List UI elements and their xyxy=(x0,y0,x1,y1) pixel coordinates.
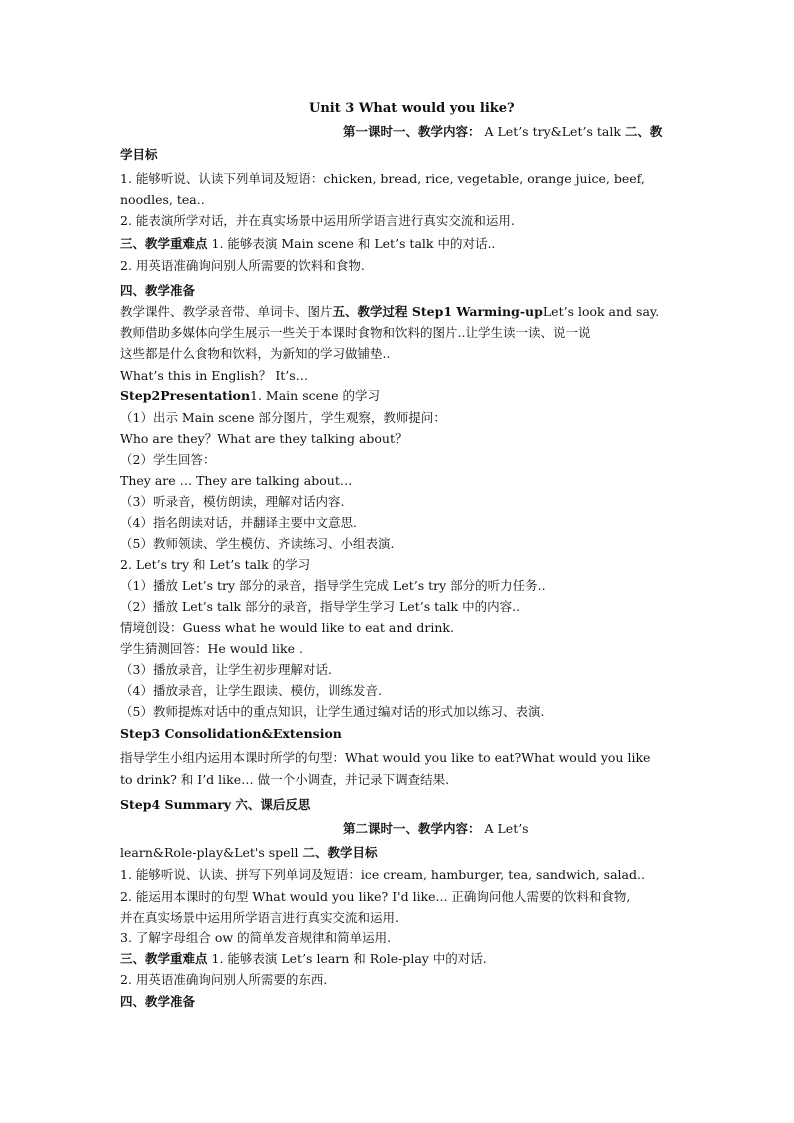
text-line xyxy=(120,345,390,363)
text-run: 1. 能够听说、认读下列单词及短语：chicken, bread, rice, vegetable, orange juice, beef, xyxy=(120,171,645,186)
text-run: （4）指名朗读对话，并翻译主要中文意思. xyxy=(120,515,357,530)
bold-run: Step2Presentation xyxy=(120,388,251,403)
text-line xyxy=(120,909,399,927)
text-line xyxy=(120,257,365,275)
text-line xyxy=(120,324,590,342)
text-line xyxy=(120,514,357,532)
text-line xyxy=(120,993,195,1011)
bold-run: 二、教学目标 xyxy=(302,845,378,860)
text-run: 教学课件、教学录音带、单词卡、图片 xyxy=(120,304,333,319)
bold-run: 第一课时一、教学内容： xyxy=(343,124,481,139)
text-run: （5）教师领读、学生模仿、齐读练习、小组表演. xyxy=(120,536,395,551)
text-line xyxy=(120,556,310,574)
text-run: 学生猜测回答：He would like . xyxy=(120,641,303,656)
text-run: （5）教师提炼对话中的重点知识，让学生通过编对话的形式加以练习、表演. xyxy=(120,704,545,719)
text-run: （3）听录音，模仿朗读，理解对话内容. xyxy=(120,494,345,509)
text-run: 1. 能够表演 Let’s learn 和 Role-play 中的对话. xyxy=(207,951,487,966)
text-run: 教师借助多媒体向学生展示一些关于本课时食物和饮料的图片..让学生读一读、说一说 xyxy=(120,325,591,340)
text-run: 3. 了解字母组合 ow 的简单发音规律和简单运用. xyxy=(120,930,392,945)
text-run: 2. 能运用本课时的句型 What would you like? I'd like... 正确询问他人需要的饮料和食物, xyxy=(120,889,631,904)
text-line xyxy=(120,170,645,188)
text-run: （1）出示 Main scene 部分图片，学生观察，教师提问： xyxy=(120,410,446,425)
text-line xyxy=(120,888,630,906)
bold-run: 第二课时一、教学内容： xyxy=(343,821,481,836)
text-run: 2. 用英语准确询问别人所需要的东西. xyxy=(120,972,328,987)
text-run: noodles, tea.. xyxy=(120,192,205,207)
text-line xyxy=(120,929,391,947)
text-line xyxy=(120,661,332,679)
text-run: （1）播放 Let’s try 部分的录音，指导学生完成 Let’s try 部分的听力任务.. xyxy=(120,578,546,593)
text-run: Who are they？What are they talking about？ xyxy=(120,431,408,446)
bold-run: 五、教学过程 Step1 Warming-up xyxy=(332,304,543,319)
text-run: 并在真实场景中运用所学语言进行真实交流和运用. xyxy=(120,910,399,925)
text-line xyxy=(343,123,662,141)
bold-run: Step4 Summary 六、课后反思 xyxy=(120,797,311,812)
text-run: What’s this in English？ It’s… xyxy=(120,368,309,383)
text-line xyxy=(120,598,520,616)
text-run: 2. Let’s try 和 Let’s talk 的学习 xyxy=(120,557,311,572)
text-line xyxy=(120,844,378,862)
text-line xyxy=(120,866,645,884)
text-run: 1. 能够表演 Main scene 和 Let’s talk 中的对话.. xyxy=(207,236,496,251)
text-run: Let’s look and say. xyxy=(542,304,660,319)
text-run: A Let’s xyxy=(480,821,529,836)
text-run: 情境创设：Guess what he would like to eat and drink. xyxy=(120,620,454,635)
text-line xyxy=(120,796,310,814)
bold-run: 学目标 xyxy=(120,147,158,162)
text-line xyxy=(120,367,308,385)
text-line xyxy=(120,451,215,469)
text-line xyxy=(120,535,394,553)
text-run: 2. 能表演所学对话，并在真实场景中运用所学语言进行真实交流和运用. xyxy=(120,213,515,228)
text-line xyxy=(120,282,195,300)
text-run: They are … They are talking about… xyxy=(120,473,353,488)
text-run: 这些都是什么食物和饮料，为新知的学习做铺垫.. xyxy=(120,346,391,361)
bold-run: 四、教学准备 xyxy=(120,283,196,298)
text-run: （4）播放录音，让学生跟读、模仿，训练发音. xyxy=(120,683,382,698)
text-line xyxy=(343,820,529,838)
text-line xyxy=(120,191,205,209)
text-line xyxy=(120,472,352,490)
text-line xyxy=(120,387,380,405)
text-line xyxy=(120,682,382,700)
text-run: to drink? 和 I’d like… 做一个小调查，并记录下调查结果. xyxy=(120,772,450,787)
text-line xyxy=(120,950,487,968)
text-line xyxy=(120,640,303,658)
text-run: （2）播放 Let’s talk 部分的录音，指导学生学习 Let’s talk 中的内容.. xyxy=(120,599,521,614)
text-run: （2）学生回答： xyxy=(120,452,216,467)
text-line xyxy=(120,430,408,448)
text-line xyxy=(120,703,544,721)
document-title: Unit 3 What would you like? xyxy=(309,101,515,116)
text-line xyxy=(120,725,342,743)
text-line xyxy=(120,771,449,789)
bold-run: 四、教学准备 xyxy=(120,994,196,1009)
text-line xyxy=(120,749,650,767)
text-line xyxy=(120,146,158,164)
text-run: 1. 能够听说、认读、拼写下列单词及短语：ice cream, hamburger, tea, sandwich, salad.. xyxy=(120,867,645,882)
text-run: （3）播放录音，让学生初步理解对话. xyxy=(120,662,332,677)
text-line xyxy=(120,303,659,321)
bold-run: 二、教 xyxy=(624,124,663,139)
text-line xyxy=(120,212,515,230)
bold-run: 三、教学重难点 xyxy=(120,951,208,966)
bold-run: 三、教学重难点 xyxy=(120,236,208,251)
text-line xyxy=(120,409,446,427)
text-line xyxy=(120,619,454,637)
text-line xyxy=(120,971,327,989)
text-line xyxy=(120,235,495,253)
text-line xyxy=(120,493,344,511)
text-run: learn&Role-play&Let's spell xyxy=(120,845,303,860)
text-line xyxy=(120,577,546,595)
text-run: 指导学生小组内运用本课时所学的句型：What would you like to eat?What would you like xyxy=(120,750,651,765)
text-run: 2. 用英语准确询问别人所需要的饮料和食物. xyxy=(120,258,365,273)
bold-run: Step3 Consolidation&Extension xyxy=(120,726,342,741)
text-run: A Let’s try&Let’s talk xyxy=(480,124,625,139)
text-run: 1. Main scene 的学习 xyxy=(250,388,380,403)
